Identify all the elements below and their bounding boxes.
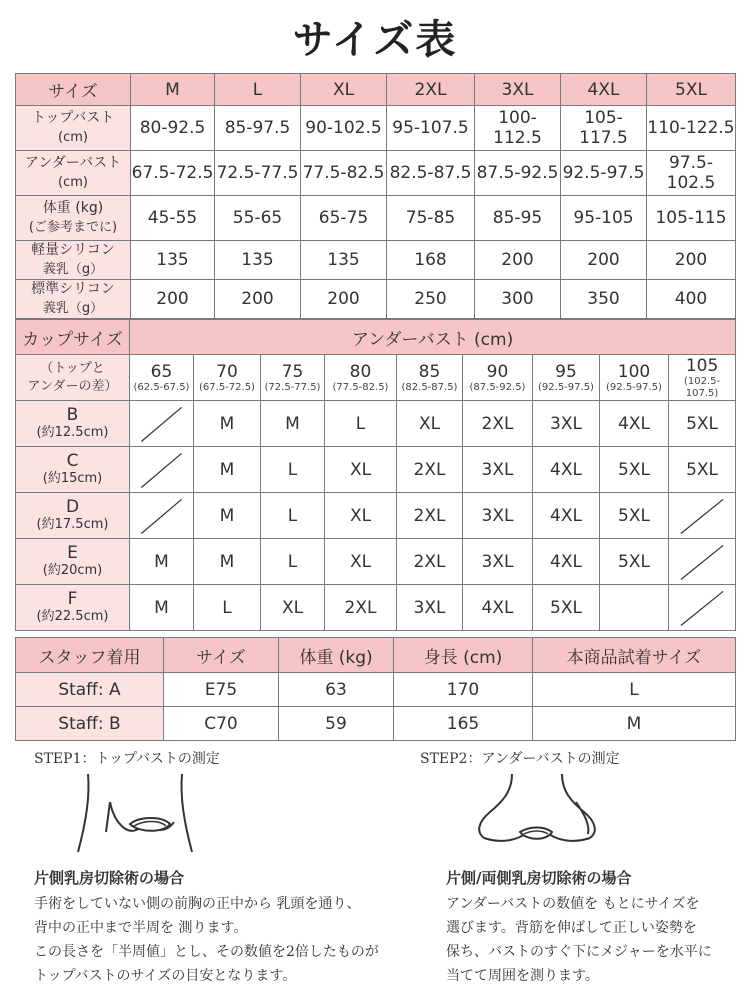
slash-line xyxy=(681,591,723,625)
cup-corner-sub1: （トップと xyxy=(40,360,105,376)
size-value-cell: 67.5-72.5 xyxy=(131,151,215,196)
staff-value-cell: M xyxy=(533,707,736,741)
cup-size-cell: M xyxy=(194,447,261,493)
cup-size-cell: 4XL xyxy=(463,585,533,631)
size-row-label-main: 軽量シリコン xyxy=(31,242,115,258)
size-value-cell: 80-92.5 xyxy=(131,106,215,151)
cup-corner-title: カップサイズ xyxy=(16,320,130,355)
underbust-value: 90 xyxy=(486,361,509,382)
cup-size-cell: M xyxy=(194,539,261,585)
cup-size-cell: 3XL xyxy=(397,585,463,631)
cup-size-cell: 5XL xyxy=(600,539,669,585)
underbust-range: (102.5-107.5) xyxy=(683,375,721,399)
size-table xyxy=(15,73,736,319)
size-value-cell: 75-85 xyxy=(387,196,475,241)
topbust-measure-figure xyxy=(70,772,200,862)
cup-row-label xyxy=(16,493,130,539)
staff-header-cell: 体重 (kg) xyxy=(279,638,394,673)
size-row-label-sub: (cm) xyxy=(58,175,88,190)
cup-difference: (約20cm) xyxy=(42,562,103,578)
cup-row-label xyxy=(16,401,130,447)
size-value-cell: 82.5-87.5 xyxy=(387,151,475,196)
size-value-cell: 200 xyxy=(301,280,387,319)
cup-size-cell-na xyxy=(669,585,736,631)
step2-title: STEP2：アンダーバストの測定 xyxy=(420,751,620,767)
size-header-cell: 4XL xyxy=(561,74,647,106)
slash-line xyxy=(681,545,723,579)
size-value-cell: 200 xyxy=(215,280,301,319)
cup-corner-sub xyxy=(16,355,130,401)
slash-line xyxy=(141,407,181,441)
staff-value-cell: 63 xyxy=(279,673,394,707)
step2-line: 保ち、バストのすぐ下にメジャーを水平に xyxy=(446,944,712,960)
cup-size-cell: 2XL xyxy=(397,447,463,493)
size-value-cell: 135 xyxy=(301,241,387,280)
staff-name-cell: Staff: B xyxy=(16,707,164,741)
cup-size-cell: 2XL xyxy=(397,493,463,539)
size-value-cell: 100-112.5 xyxy=(475,106,561,151)
page-title: サイズ表 xyxy=(292,16,458,63)
cup-letter: C xyxy=(66,450,79,471)
underbust-column-header xyxy=(325,355,397,401)
size-table-row xyxy=(16,280,736,319)
slash-line xyxy=(141,499,181,533)
cup-size-cell: 4XL xyxy=(533,539,600,585)
step1-heading: 片側乳房切除術の場合 xyxy=(34,869,185,887)
cup-size-cell-na xyxy=(130,493,194,539)
not-available-slash xyxy=(669,493,735,538)
cup-size-cell: 5XL xyxy=(600,493,669,539)
step1-line: 背中の正中まで半周を 測ります。 xyxy=(34,920,248,936)
staff-table xyxy=(15,637,736,741)
underbust-column-header xyxy=(533,355,600,401)
cup-difference: (約15cm) xyxy=(42,470,103,486)
size-row-label xyxy=(16,151,131,196)
size-row-label-main: 標準シリコン xyxy=(31,281,115,297)
not-available-slash xyxy=(669,539,735,584)
cup-size-row xyxy=(16,539,736,585)
cup-size-cell: L xyxy=(261,447,325,493)
cup-size-cell: 3XL xyxy=(463,447,533,493)
size-value-cell: 72.5-77.5 xyxy=(215,151,301,196)
size-value-cell: 92.5-97.5 xyxy=(561,151,647,196)
cup-size-cell: XL xyxy=(261,585,325,631)
staff-value-cell: L xyxy=(533,673,736,707)
size-header-cell: 5XL xyxy=(647,74,736,106)
staff-row xyxy=(16,707,736,741)
cup-size-cell: 5XL xyxy=(600,447,669,493)
size-header-cell: L xyxy=(215,74,301,106)
staff-value-cell: 170 xyxy=(394,673,533,707)
cup-size-cell: 2XL xyxy=(325,585,397,631)
cup-row-label xyxy=(16,585,130,631)
step1-line: この長さを「半周値」とし、その数値を2倍したものが xyxy=(34,944,379,960)
size-value-cell: 87.5-92.5 xyxy=(475,151,561,196)
cup-corner-sub2: アンダーの差） xyxy=(27,378,118,394)
slash-line xyxy=(681,499,723,533)
cup-size-cell: L xyxy=(325,401,397,447)
underbust-range: (87.5-92.5) xyxy=(469,381,526,393)
cup-size-table xyxy=(15,319,736,631)
cup-size-cell: 4XL xyxy=(533,447,600,493)
cup-size-cell-na xyxy=(669,539,736,585)
not-available-slash xyxy=(130,447,193,492)
step2-text xyxy=(446,866,712,988)
step1-text xyxy=(34,866,379,988)
cup-size-row xyxy=(16,401,736,447)
size-value-cell: 85-95 xyxy=(475,196,561,241)
cup-size-cell: 3XL xyxy=(463,493,533,539)
size-value-cell: 135 xyxy=(131,241,215,280)
cup-size-row xyxy=(16,585,736,631)
underbust-value: 80 xyxy=(349,361,372,382)
size-header-cell: 3XL xyxy=(475,74,561,106)
step1-title: STEP1：トップバストの測定 xyxy=(34,751,220,767)
not-available-slash xyxy=(669,585,735,630)
underbust-column-header xyxy=(130,355,194,401)
underbust-value: 85 xyxy=(418,361,441,382)
size-value-cell: 95-105 xyxy=(561,196,647,241)
underbust-column-header xyxy=(194,355,261,401)
cup-size-cell xyxy=(600,585,669,631)
step2-heading: 片側/両側乳房切除術の場合 xyxy=(446,869,632,887)
size-row-label-main: 体重 (kg) xyxy=(42,200,104,216)
step2-line: 当てて周囲を測ります。 xyxy=(446,968,599,984)
cup-size-cell-na xyxy=(669,493,736,539)
staff-header-cell: サイズ xyxy=(164,638,279,673)
size-table-row xyxy=(16,151,736,196)
step1-line: トップバストのサイズの目安となります。 xyxy=(34,968,297,984)
cup-size-cell: 5XL xyxy=(669,447,736,493)
underbust-measure-figure xyxy=(472,772,602,862)
staff-row xyxy=(16,673,736,707)
underbust-value: 75 xyxy=(281,361,304,382)
staff-value-cell: E75 xyxy=(164,673,279,707)
size-value-cell: 400 xyxy=(647,280,736,319)
staff-value-cell: C70 xyxy=(164,707,279,741)
cup-size-cell: XL xyxy=(397,401,463,447)
cup-size-cell: 5XL xyxy=(533,585,600,631)
size-row-label-main: アンダーバスト xyxy=(24,155,122,171)
not-available-slash xyxy=(130,401,193,446)
underbust-range: (67.5-72.5) xyxy=(199,381,255,393)
underbust-value: 65 xyxy=(150,361,173,382)
underbust-value: 70 xyxy=(216,361,238,382)
cup-letter: B xyxy=(66,404,79,425)
cup-size-cell: M xyxy=(194,401,261,447)
underbust-columns-row xyxy=(16,355,736,401)
cup-size-cell: M xyxy=(130,539,194,585)
size-value-cell: 350 xyxy=(561,280,647,319)
cup-size-cell: M xyxy=(261,401,325,447)
cup-letter: E xyxy=(67,542,78,563)
size-table-row xyxy=(16,106,736,151)
size-row-label xyxy=(16,241,131,280)
cup-size-cell: 4XL xyxy=(600,401,669,447)
underbust-value: 95 xyxy=(555,361,577,382)
underbust-value: 105 xyxy=(685,355,719,376)
underbust-range: (72.5-77.5) xyxy=(264,381,321,393)
size-value-cell: 90-102.5 xyxy=(301,106,387,151)
cup-size-row xyxy=(16,493,736,539)
size-value-cell: 200 xyxy=(647,241,736,280)
size-value-cell: 110-122.5 xyxy=(647,106,736,151)
size-row-label xyxy=(16,280,131,319)
staff-value-cell: 165 xyxy=(394,707,533,741)
cup-size-cell: L xyxy=(194,585,261,631)
size-row-label-sub: 義乳（g） xyxy=(42,301,104,316)
cup-size-cell: XL xyxy=(325,539,397,585)
not-available-slash xyxy=(130,493,193,538)
staff-header-row xyxy=(16,638,736,673)
cup-size-row xyxy=(16,447,736,493)
underbust-title: アンダーバスト (cm) xyxy=(130,320,736,355)
size-value-cell: 250 xyxy=(387,280,475,319)
cup-row-label xyxy=(16,447,130,493)
size-row-label-sub: (cm) xyxy=(58,130,88,145)
underbust-range: (82.5-87.5) xyxy=(401,381,458,393)
size-value-cell: 105-115 xyxy=(647,196,736,241)
size-value-cell: 168 xyxy=(387,241,475,280)
size-row-label xyxy=(16,196,131,241)
cup-size-cell: 2XL xyxy=(463,401,533,447)
size-value-cell: 45-55 xyxy=(131,196,215,241)
underbust-value: 100 xyxy=(617,361,651,382)
size-header-cell: M xyxy=(131,74,215,106)
cup-size-cell: 5XL xyxy=(669,401,736,447)
size-value-cell: 200 xyxy=(475,241,561,280)
cup-size-cell: M xyxy=(130,585,194,631)
size-value-cell: 97.5-102.5 xyxy=(647,151,736,196)
cup-size-cell: M xyxy=(194,493,261,539)
cup-letter: F xyxy=(67,588,78,609)
slash-line xyxy=(141,453,181,487)
cup-difference: (約17.5cm) xyxy=(36,516,109,532)
cup-difference: (約12.5cm) xyxy=(36,424,109,440)
underbust-column-header xyxy=(669,355,736,401)
cup-size-cell-na xyxy=(130,401,194,447)
size-header-cell: XL xyxy=(301,74,387,106)
underbust-range: (77.5-82.5) xyxy=(332,381,389,393)
underbust-range: (92.5-97.5) xyxy=(606,381,662,393)
cup-size-cell: XL xyxy=(325,493,397,539)
cup-size-cell-na xyxy=(130,447,194,493)
underbust-column-header xyxy=(463,355,533,401)
step2-line: アンダーバストの数値を もとにサイズを xyxy=(446,896,700,912)
cup-size-cell: 2XL xyxy=(397,539,463,585)
cup-difference: (約22.5cm) xyxy=(36,608,109,624)
underbust-column-header xyxy=(600,355,669,401)
size-row-label-main: トップバスト xyxy=(31,110,115,126)
step2-line: 選びます。背筋を伸ばして正しい姿勢を xyxy=(446,920,697,936)
size-value-cell: 135 xyxy=(215,241,301,280)
cup-size-cell: 3XL xyxy=(463,539,533,585)
cup-size-cell: L xyxy=(261,493,325,539)
size-value-cell: 95-107.5 xyxy=(387,106,475,151)
size-value-cell: 200 xyxy=(561,241,647,280)
size-value-cell: 55-65 xyxy=(215,196,301,241)
staff-header-cell: 身長 (cm) xyxy=(394,638,533,673)
staff-header-cell: 本商品試着サイズ xyxy=(533,638,736,673)
size-table-row xyxy=(16,196,736,241)
underbust-column-header xyxy=(397,355,463,401)
size-table-header-row xyxy=(16,74,736,106)
cup-size-cell: L xyxy=(261,539,325,585)
size-value-cell: 105-117.5 xyxy=(561,106,647,151)
size-value-cell: 65-75 xyxy=(301,196,387,241)
size-header-cell: 2XL xyxy=(387,74,475,106)
size-row-label-sub: 義乳（g） xyxy=(42,262,104,277)
cup-letter: D xyxy=(65,496,80,517)
size-header-cell: サイズ xyxy=(16,74,131,106)
cup-size-cell: 3XL xyxy=(533,401,600,447)
staff-value-cell: 59 xyxy=(279,707,394,741)
size-value-cell: 85-97.5 xyxy=(215,106,301,151)
size-table-row xyxy=(16,241,736,280)
size-value-cell: 77.5-82.5 xyxy=(301,151,387,196)
underbust-range: (62.5-67.5) xyxy=(133,381,190,393)
staff-header-cell: スタッフ着用 xyxy=(16,638,164,673)
step1-line: 手術をしていない側の前胸の正中から 乳頭を通り、 xyxy=(34,896,361,912)
size-value-cell: 300 xyxy=(475,280,561,319)
cup-size-cell: XL xyxy=(325,447,397,493)
underbust-range: (92.5-97.5) xyxy=(538,381,594,393)
size-row-label-sub: (ご参考までに) xyxy=(28,220,118,235)
staff-name-cell: Staff: A xyxy=(16,673,164,707)
size-row-label xyxy=(16,106,131,151)
underbust-column-header xyxy=(261,355,325,401)
cup-row-label xyxy=(16,539,130,585)
cup-size-cell: 4XL xyxy=(533,493,600,539)
size-value-cell: 200 xyxy=(131,280,215,319)
